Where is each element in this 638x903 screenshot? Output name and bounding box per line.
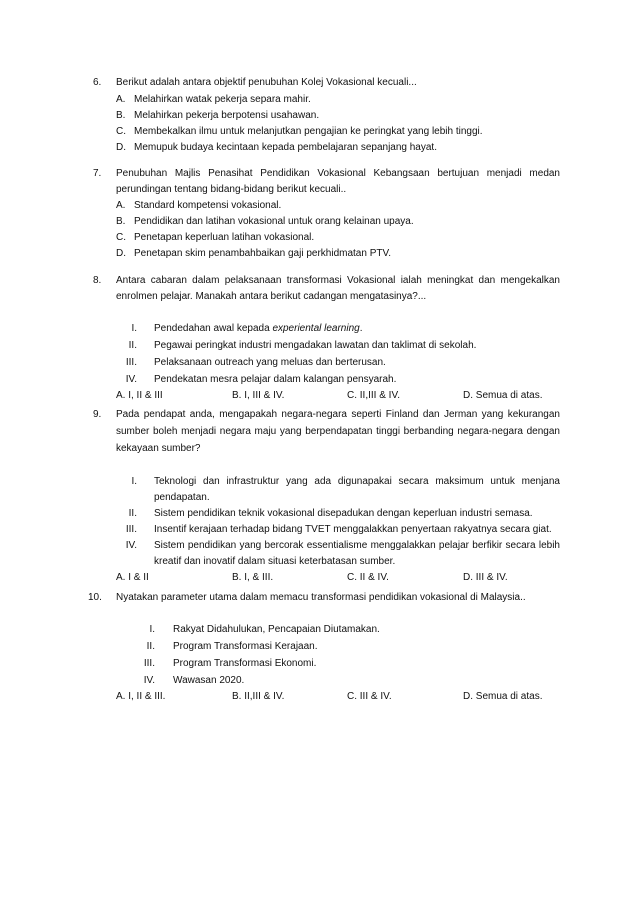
option-text: Pendidikan dan latihan vokasional untuk orang kelainan upaya. [134, 216, 414, 227]
statement-numeral: II. [146, 641, 155, 652]
option-letter: A. [116, 200, 126, 211]
statement-text-continued: pendapatan. [154, 492, 210, 503]
statement-numeral: III. [125, 524, 137, 535]
question-stem [0, 441, 638, 456]
statement-numeral: IV. [125, 374, 137, 385]
question-stem-line: enrolmen pelajar. Manakah antara berikut cadangan mengatasinya?... [116, 291, 427, 302]
statement-text: Sistem pendidikan yang bercorak essentialisme menggalakkan pelajar berfikir secara lebih [154, 540, 560, 551]
option-text: Memupuk budaya kecintaan kepada pembelajaran sepanjang hayat. [134, 142, 437, 153]
question-9 [0, 407, 638, 585]
option-row [0, 246, 638, 261]
question-stem [0, 424, 638, 439]
answer-option-a: A. I, II & III. [116, 691, 166, 702]
answer-row [0, 689, 638, 704]
statement-row [0, 656, 638, 671]
answer-option-b: B. II,III & IV. [232, 691, 285, 702]
statement-text: Sistem pendidikan teknik vokasional disepadukan dengan keperluan industri semasa. [154, 508, 533, 519]
statement-numeral: III. [143, 658, 155, 669]
answer-row [0, 388, 638, 403]
question-stem [0, 273, 638, 288]
option-text: Melahirkan pekerja berpotensi usahawan. [134, 110, 320, 121]
question-10 [0, 590, 638, 704]
statement-numeral: I. [149, 624, 155, 635]
answer-option-b: B. I, & III. [232, 572, 274, 583]
statement-row [0, 622, 638, 637]
answer-option-a: A. I, II & III [116, 390, 163, 401]
question-stem-line: perundingan tentang bidang-bidang berikut kecuali.. [116, 184, 347, 195]
option-row [0, 230, 638, 245]
question-8 [0, 273, 638, 403]
answer-option-c: C. II,III & IV. [347, 390, 400, 401]
statement-italic-term: experiental learning [272, 323, 360, 334]
answer-row [0, 570, 638, 585]
question-number: 9. [93, 409, 102, 420]
question-stem-line: Antara cabaran dalam pelaksanaan transformasi Vokasional ialah meningkat dan mengekalkan [116, 275, 560, 286]
option-row [0, 124, 638, 139]
option-text: Membekalkan ilmu untuk melanjutkan pengajian ke peringkat yang lebih tinggi. [134, 126, 483, 137]
answer-option-c: C. III & IV. [347, 691, 392, 702]
statement-row [0, 372, 638, 387]
option-row [0, 198, 638, 213]
answer-option-d: D. III & IV. [463, 572, 508, 583]
option-letter: A. [116, 94, 126, 105]
statement-row [0, 355, 638, 370]
question-stem-line: Pada pendapat anda, mengapakah negara-negara seperti Finland dan Jerman yang kekurangan [116, 409, 560, 420]
question-number: 7. [93, 168, 102, 179]
statement-row [0, 338, 638, 353]
question-stem-line: kekayaan sumber? [116, 443, 201, 454]
question-stem [0, 166, 638, 181]
option-letter: C. [116, 232, 126, 243]
option-letter: D. [116, 142, 126, 153]
statement-numeral: IV. [143, 675, 155, 686]
statement-numeral: IV. [125, 540, 137, 551]
statement-text: Pendekatan mesra pelajar dalam kalangan pensyarah. [154, 374, 397, 385]
answer-option-d: D. Semua di atas. [463, 390, 543, 401]
statement-text: Program Transformasi Kerajaan. [173, 641, 318, 652]
statement-numeral: I. [131, 476, 137, 487]
question-stem [0, 75, 638, 90]
statement-row [0, 673, 638, 688]
option-text: Penetapan skim penambahbaikan gaji perkhidmatan PTV. [134, 248, 392, 259]
question-stem [0, 289, 638, 304]
question-stem-line: Penubuhan Majlis Penasihat Pendidikan Vokasional Kebangsaan bertujuan menjadi medan [116, 168, 560, 179]
option-letter: D. [116, 248, 126, 259]
question-number: 8. [93, 275, 102, 286]
question-stem-line: Nyatakan parameter utama dalam memacu transformasi pendidikan vokasional di Malaysia.. [116, 592, 526, 603]
statement-text: Rakyat Didahulukan, Pencapaian Diutamakan. [173, 624, 380, 635]
option-text: Standard kompetensi vokasional. [134, 200, 282, 211]
option-row [0, 214, 638, 229]
statement-row [0, 538, 638, 553]
statement-text: Pendedahan awal kepada experiental learning. [154, 323, 363, 334]
answer-option-c: C. II & IV. [347, 572, 389, 583]
option-row [0, 92, 638, 107]
statement-text: Wawasan 2020. [173, 675, 245, 686]
question-stem [0, 590, 638, 605]
statement-row [0, 490, 638, 505]
statement-text: Teknologi dan infrastruktur yang ada digunapakai secara maksimum untuk menjana [154, 476, 560, 487]
statement-text-continued: kreatif dan inovatif dalam situasi keterbatasan sumber. [154, 556, 396, 567]
statement-row [0, 474, 638, 489]
option-row [0, 108, 638, 123]
statement-text: Pegawai peringkat industri mengadakan lawatan dan taklimat di sekolah. [154, 340, 477, 351]
statement-numeral: III. [125, 357, 137, 368]
option-letter: C. [116, 126, 126, 137]
question-number: 6. [93, 77, 102, 88]
question-6 [0, 75, 638, 155]
statement-numeral: II. [128, 508, 137, 519]
statement-row [0, 554, 638, 569]
question-stem [0, 407, 638, 422]
statement-text: Program Transformasi Ekonomi. [173, 658, 317, 669]
statement-row [0, 506, 638, 521]
option-letter: B. [116, 110, 126, 121]
statement-row [0, 321, 638, 336]
question-7 [0, 166, 638, 261]
answer-option-a: A. I & II [116, 572, 149, 583]
option-text: Penetapan keperluan latihan vokasional. [134, 232, 315, 243]
question-stem [0, 182, 638, 197]
answer-option-b: B. I, III & IV. [232, 390, 285, 401]
option-text: Melahirkan watak pekerja separa mahir. [134, 94, 311, 105]
statement-text: Insentif kerajaan terhadap bidang TVET menggalakkan penyertaan rakyatnya secara giat. [154, 524, 552, 535]
option-row [0, 140, 638, 155]
statement-numeral: I. [131, 323, 137, 334]
statement-text: Pelaksanaan outreach yang meluas dan berterusan. [154, 357, 386, 368]
answer-option-d: D. Semua di atas. [463, 691, 543, 702]
option-letter: B. [116, 216, 126, 227]
statement-numeral: II. [128, 340, 137, 351]
statement-row [0, 639, 638, 654]
question-stem-line: Berikut adalah antara objektif penubuhan Kolej Vokasional kecuali... [116, 77, 417, 88]
statement-row [0, 522, 638, 537]
question-stem-line: sumber boleh menjadi negara maju yang berpendapatan tinggi berbanding negara-negara dengan [116, 426, 560, 437]
question-number: 10. [88, 592, 102, 603]
